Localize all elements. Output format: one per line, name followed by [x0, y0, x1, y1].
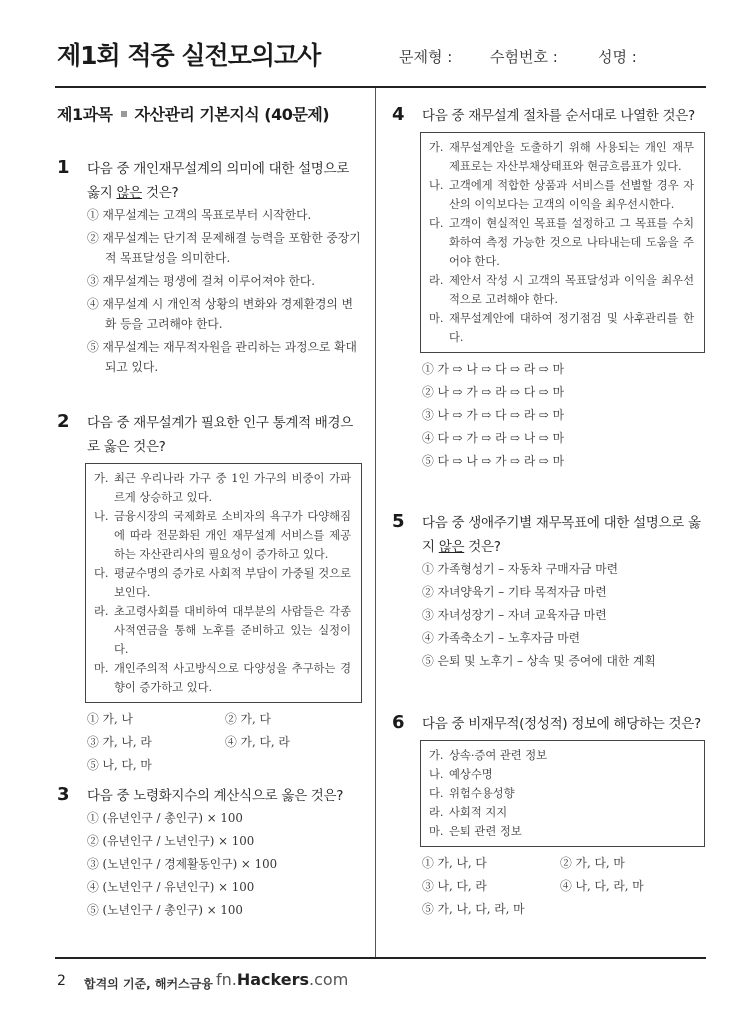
statement-text: 평균수명의 증가로 사회적 부담이 가중될 것으로 보인다. [114, 567, 351, 599]
statement-label: 마. [94, 662, 109, 675]
answer-option[interactable]: ① 가, 나 [87, 712, 133, 726]
stem-text: 다음 중 재무설계가 필요한 인구 통계적 배경으로 옳은 것은? [87, 415, 354, 455]
answer-option[interactable]: ① 가족형성기 – 자동차 구매자금 마련 [422, 562, 618, 576]
statement-item [429, 784, 694, 803]
stem-emphasis: 않은 [116, 185, 142, 201]
answer-options [87, 808, 362, 920]
stem-emphasis: 않은 [438, 539, 465, 555]
statement-box [420, 132, 705, 353]
question-stem [422, 511, 705, 559]
answer-option[interactable]: ③ (노년인구 / 경제활동인구) × 100 [87, 857, 278, 871]
header-rule [55, 86, 706, 88]
answer-option[interactable]: ④ 다 ⇨ 가 ⇨ 라 ⇨ 나 ⇨ 마 [422, 431, 565, 445]
answer-option[interactable]: ③ 자녀성장기 – 자녀 교육자금 마련 [422, 608, 607, 622]
answer-option[interactable]: ④ (노년인구 / 유년인구) × 100 [87, 880, 255, 894]
column-divider [375, 88, 376, 958]
statement-text: 상속·증여 관련 정보 [449, 749, 548, 762]
statement-item [429, 176, 694, 214]
statement-label: 라. [429, 806, 444, 819]
answer-option[interactable]: ② 가, 다, 마 [560, 856, 625, 870]
statement-item [429, 822, 694, 841]
question-stem [87, 411, 362, 459]
question-stem [87, 157, 362, 205]
answer-options [87, 205, 362, 377]
statement-text: 고객에게 적합한 상품과 서비스를 선별할 경우 자산의 이익보다는 고객의 이익을 최우선시한다. [449, 179, 694, 211]
question-number: 3 [57, 784, 70, 805]
statement-text: 재무설계안을 도출하기 위해 사용되는 개인 재무제표로는 자산부채상태표와 현금흐름표가 있다. [449, 141, 694, 173]
statement-label: 다. [94, 567, 109, 580]
statement-item [429, 765, 694, 784]
question-number: 4 [392, 104, 405, 125]
answer-option[interactable]: ② 재무설계는 단기적 문제해결 능력을 포함한 중장기적 목표달성을 의미한다. [87, 231, 361, 265]
statement-text: 위험수용성향 [449, 787, 515, 800]
question-1 [57, 157, 362, 380]
statement-item [94, 564, 351, 602]
answer-options [87, 709, 362, 778]
question-5 [392, 511, 705, 674]
answer-options [422, 853, 705, 922]
question-stem [422, 712, 705, 736]
statement-text: 고객이 현실적인 목표를 설정하고 그 목표를 수치화하여 측정 가능한 것으로 나타내는데 도움을 주어야 한다. [449, 217, 694, 268]
question-number: 2 [57, 411, 70, 432]
statement-label: 나. [429, 179, 444, 192]
answer-option[interactable]: ④ 가, 다, 라 [225, 735, 290, 749]
answer-options [422, 559, 705, 671]
question-stem [422, 104, 705, 128]
stem-text: 다음 중 개인재무설계의 의미에 대한 설명으로 [87, 161, 350, 177]
answer-option[interactable]: ⑤ 다 ⇨ 나 ⇨ 가 ⇨ 라 ⇨ 마 [422, 454, 565, 468]
answer-option[interactable]: ⑤ 재무설계는 재무적자원을 관리하는 과정으로 확대되고 있다. [87, 340, 357, 374]
question-3 [57, 784, 362, 923]
answer-option[interactable]: ④ 가족축소기 – 노후자금 마련 [422, 631, 581, 645]
stem-text: 다음 중 재무설계 절차를 순서대로 나열한 것은? [422, 108, 695, 124]
stem-text: 것은? [464, 539, 501, 555]
answer-option[interactable]: ① 가 ⇨ 나 ⇨ 다 ⇨ 라 ⇨ 마 [422, 362, 565, 376]
statement-label: 가. [94, 472, 109, 485]
footer-slogan: 합격의 기준, 해커스금융 [84, 977, 213, 991]
statement-item [429, 746, 694, 765]
question-4 [392, 104, 705, 474]
statement-item [429, 803, 694, 822]
statement-label: 마. [429, 825, 444, 838]
statement-text: 초고령사회를 대비하여 대부분의 사람들은 각종 사적연금을 통해 노후를 준비하고 있는 실정이다. [114, 605, 351, 656]
stem-text: 다음 중 비재무적(정성적) 정보에 해당하는 것은? [422, 716, 701, 732]
answer-option[interactable]: ④ 재무설계 시 개인적 상황의 변화와 경제환경의 변화 등을 고려해야 한다. [87, 297, 353, 331]
answer-option[interactable]: ① 가, 나, 다 [422, 856, 487, 870]
answer-option[interactable]: ③ 나 ⇨ 가 ⇨ 다 ⇨ 라 ⇨ 마 [422, 408, 565, 422]
answer-option[interactable]: ③ 재무설계는 평생에 걸쳐 이루어져야 한다. [87, 274, 316, 288]
statement-item [94, 659, 351, 697]
statement-label: 나. [94, 510, 109, 523]
stem-text: 다음 중 노령화지수의 계산식으로 옳은 것은? [87, 788, 344, 804]
question-number: 6 [392, 712, 405, 733]
statement-text: 최근 우리나라 가구 중 1인 가구의 비중이 가파르게 상승하고 있다. [114, 472, 351, 504]
answer-option[interactable]: ③ 가, 나, 라 [87, 735, 152, 749]
stem-text: 것은? [141, 185, 179, 201]
statement-label: 나. [429, 768, 444, 781]
footer-rule [55, 957, 706, 959]
subject-name: 자산관리 기본지식 (40문제) [134, 105, 330, 124]
name-field: 성명 : [598, 48, 637, 66]
answer-option[interactable]: ② (유년인구 / 노년인구) × 100 [87, 834, 255, 848]
statement-label: 라. [94, 605, 109, 618]
statement-item [429, 138, 694, 176]
statement-label: 가. [429, 749, 444, 762]
answer-option[interactable]: ⑤ 가, 나, 다, 라, 마 [422, 902, 525, 916]
answer-option[interactable]: ⑤ 나, 다, 마 [87, 758, 152, 772]
statement-text: 금융시장의 국제화로 소비자의 욕구가 다양해짐에 따라 전문화된 개인 재무설계 서비스를 제공하는 자산관리사의 필요성이 증가하고 있다. [114, 510, 351, 561]
statement-text: 예상수명 [449, 768, 493, 781]
statement-text: 사회적 지지 [449, 806, 508, 819]
answer-option[interactable]: ① 재무설계는 고객의 목표로부터 시작한다. [87, 208, 312, 222]
question-number: 1 [57, 157, 70, 178]
answer-option[interactable]: ② 가, 다 [225, 712, 271, 726]
stem-text: 옳지 [422, 515, 701, 555]
statement-box [420, 740, 705, 847]
statement-label: 다. [429, 217, 444, 230]
question-number: 5 [392, 511, 405, 532]
answer-option[interactable]: ⑤ (노년인구 / 총인구) × 100 [87, 903, 243, 917]
statement-label: 라. [429, 274, 444, 287]
statement-item [429, 271, 694, 309]
answer-option[interactable]: ② 나 ⇨ 가 ⇨ 라 ⇨ 다 ⇨ 마 [422, 385, 565, 399]
statement-item [94, 602, 351, 659]
exam-title: 제1회 적중 실전모의고사 [57, 41, 321, 70]
section-heading [57, 102, 329, 125]
statement-item [94, 469, 351, 507]
stem-text: 옳지 [87, 185, 117, 201]
answer-option[interactable]: ② 자녀양육기 – 기타 목적자금 마련 [422, 585, 607, 599]
answer-option[interactable]: ④ 나, 다, 라, 마 [560, 879, 644, 893]
footer-site-link[interactable]: fn.Hackers.com [216, 970, 349, 989]
question-2 [57, 411, 362, 778]
stem-text: 다음 중 생애주기별 재무목표에 대한 설명으로 [422, 515, 689, 531]
exam-number-field: 수험번호 : [490, 48, 558, 66]
statement-text: 제안서 작성 시 고객의 목표달성과 이익을 최우선적으로 고려해야 한다. [449, 274, 694, 306]
answer-option[interactable]: ⑤ 은퇴 및 노후기 – 상속 및 증여에 대한 계획 [422, 654, 656, 668]
exam-type-field: 문제형 : [399, 48, 453, 66]
statement-label: 마. [429, 312, 444, 325]
statement-box [85, 463, 362, 703]
answer-option[interactable]: ① (유년인구 / 총인구) × 100 [87, 811, 243, 825]
statement-item [429, 214, 694, 271]
question-6 [392, 712, 705, 922]
answer-option[interactable]: ③ 나, 다, 라 [422, 879, 487, 893]
statement-text: 개인주의적 사고방식으로 다양성을 추구하는 경향이 증가하고 있다. [114, 662, 351, 694]
page-number: 2 [57, 973, 66, 989]
statement-item [94, 507, 351, 564]
statement-label: 다. [429, 787, 444, 800]
question-stem [87, 784, 362, 808]
statement-text: 재무설계안에 대하여 정기점검 및 사후관리를 한다. [449, 312, 694, 344]
answer-options [422, 359, 705, 471]
subject-number: 제1과목 [57, 105, 113, 124]
statement-text: 은퇴 관련 정보 [449, 825, 522, 838]
statement-item [429, 309, 694, 347]
statement-label: 가. [429, 141, 444, 154]
square-bullet-icon [121, 111, 127, 117]
